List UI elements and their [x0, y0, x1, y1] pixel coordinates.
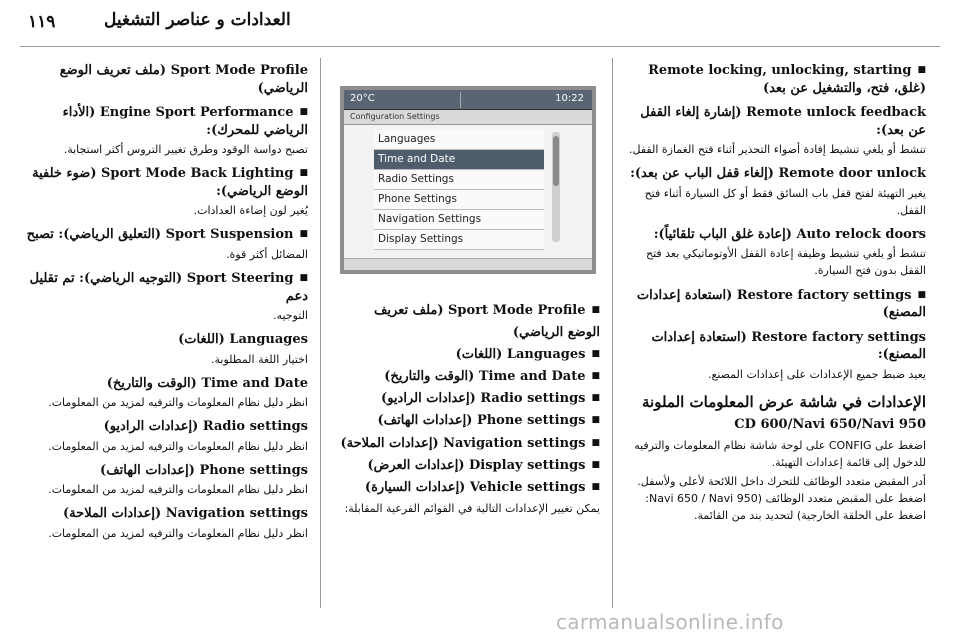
left-item [22, 418, 308, 455]
left-item [22, 505, 308, 542]
item-text: التوجيه. [273, 309, 308, 323]
item-heading: ■ Sport Mode Back Lighting (ضوء خلفية الوضع الرياضي): [22, 165, 308, 200]
submenu-list-item: ■ Languages (اللغات) [338, 344, 600, 366]
item-text: يُغير لون إضاءة العدادات. [193, 204, 308, 218]
item-text: تنشط أو يلغي تنشيط إفادة أضواء التحذير أثناء فتح الغمازة القفل. [629, 143, 926, 157]
header-rule [20, 46, 940, 47]
left-item [22, 62, 308, 97]
item-heading: ■ Restore factory settings (استعادة إعدادات المصنع) [622, 287, 926, 322]
right-item [622, 287, 926, 322]
left-item [22, 226, 308, 263]
item-heading: ■ Remote locking, unlocking, starting (غلق، فتح، والتشغيل عن بعد) [622, 62, 926, 97]
left-column [22, 62, 308, 549]
section-paragraph: أدر المقبض متعدد الوظائف للتحرك داخل اللائحة لأعلى ولأسفل. اضغط على المقبض متعدد الوظائف (Navi 650 / Navi 950: اضغط على الحلقة الخارجية) لتحديد بند من القائمة. [637, 474, 926, 522]
item-heading: Restore factory settings (استعادة إعدادات المصنع): [651, 329, 926, 363]
column-divider-right [612, 58, 613, 608]
submenu-note: يمكن تغيير الإعدادات التالية في القوائم الفرعية المقابلة: [344, 501, 600, 515]
item-heading: Remote door unlock (إلغاء قفل الباب عن بعد): [630, 166, 926, 182]
status-divider [460, 92, 461, 108]
item-text: المضائل أكثر قوة. [226, 247, 308, 261]
screen-menu-item: Languages [374, 130, 544, 150]
item-text: انظر دليل نظام المعلومات والترفيه لمزيد من المعلومات. [48, 483, 308, 497]
page-header [0, 0, 960, 48]
page-number: ١١٩ [28, 12, 56, 32]
screen-scrollbar [552, 132, 560, 242]
item-heading: Auto relock doors (إعادة غلق الباب تلقائياً): [653, 226, 926, 242]
left-item [22, 331, 308, 368]
item-heading: Radio settings (إعدادات الراديو) [103, 419, 308, 435]
config-screen-image [340, 86, 596, 274]
left-item [22, 375, 308, 412]
right-item [622, 165, 926, 219]
submenu-list-item: ■ Sport Mode Profile (ملف تعريف الوضع الرياضي) [338, 300, 600, 344]
section-subtitle: CD 600/Navi 650/Navi 950 [734, 416, 926, 432]
screen-menu-item: Display Settings [374, 230, 544, 250]
middle-column [338, 300, 600, 515]
right-item [622, 226, 926, 280]
screen-time: 10:22 [555, 93, 584, 104]
item-text: انظر دليل نظام المعلومات والترفيه لمزيد من المعلومات. [48, 527, 308, 541]
item-heading: ■ Sport Suspension (التعليق الرياضي): تصبح [22, 226, 308, 244]
submenu-list-item: ■ Navigation settings (إعدادات الملاحة) [338, 433, 600, 455]
screen-header: Configuration Settings [344, 110, 592, 125]
page-title: العدادات و عناصر التشغيل [104, 10, 291, 30]
screen-menu-item: Navigation Settings [374, 210, 544, 230]
right-item [622, 62, 926, 97]
left-item [22, 270, 308, 324]
screen-menu-item: Radio Settings [374, 170, 544, 190]
submenu-list-item: ■ Time and Date (الوقت والتاريخ) [338, 366, 600, 388]
scrollbar-thumb [553, 136, 559, 186]
right-column [622, 62, 926, 524]
item-text: يغير التهيئة لفتح قفل باب السائق فقط أو كل السيارة أثناء فتح القفل. [644, 186, 926, 217]
screen-menu-item-selected: Time and Date [374, 150, 544, 170]
item-heading: ■ Engine Sport Performance (الأداء الرياضي للمحرك): [22, 104, 308, 139]
item-heading: Time and Date (الوقت والتاريخ) [106, 375, 308, 391]
right-item [622, 104, 926, 158]
submenu-list-item: ■ Phone settings (إعدادات الهاتف) [338, 410, 600, 432]
left-item [22, 462, 308, 499]
item-heading: Remote unlock feedback (إشارة إلغاء القفل عن بعد): [640, 105, 926, 138]
column-divider-left [320, 58, 321, 608]
item-text: تصبح دواسة الوقود وطرق تغيير التروس أكثر استجابة. [63, 143, 308, 157]
screen-menu-item: Phone Settings [374, 190, 544, 210]
item-text: انظر دليل نظام المعلومات والترفيه لمزيد من المعلومات. [48, 396, 308, 410]
right-item [622, 329, 926, 383]
item-heading: ■ Sport Steering (التوجيه الرياضي): تم تقليل دعم [22, 270, 308, 305]
screen-status-bar [344, 90, 592, 110]
left-item [22, 165, 308, 219]
submenu-list-item: ■ Display settings (إعدادات العرض) [338, 455, 600, 477]
item-heading: Phone settings (إعدادات الهاتف) [100, 462, 308, 478]
item-heading: Navigation settings (إعدادات الملاحة) [63, 506, 308, 522]
section-title: الإعدادات في شاشة عرض المعلومات الملونة [641, 392, 926, 411]
submenu-list-item: ■ Vehicle settings (إعدادات السيارة) [338, 477, 600, 499]
screen-temperature: 20°C [350, 93, 375, 104]
watermark: carmanualsonline.info [556, 610, 784, 634]
item-text: يعيد ضبط جميع الإعدادات على إعدادات المصنع. [707, 367, 926, 381]
item-text: انظر دليل نظام المعلومات والترفيه لمزيد من المعلومات. [48, 439, 308, 453]
submenu-list-item: ■ Radio settings (إعدادات الراديو) [338, 388, 600, 410]
left-item [22, 104, 308, 158]
section-paragraph: اضغط على CONFIG على لوحة شاشة نظام المعلومات والترفيه للدخول إلى قائمة إعدادات التهيئة. [634, 438, 926, 469]
screen-footer [344, 258, 592, 270]
item-heading: Sport Mode Profile (ملف تعريف الوضع الرياضي) [59, 63, 308, 96]
item-text: اختيار اللغة المطلوبة. [211, 352, 308, 366]
item-heading: Languages (اللغات) [178, 332, 308, 348]
item-text: تنشط أو يلغي تنشيط وظيفة إعادة القفل الأوتوماتيكي بعد فتح القفل بدون فتح السيارة. [645, 247, 926, 278]
screen-menu [374, 130, 544, 250]
